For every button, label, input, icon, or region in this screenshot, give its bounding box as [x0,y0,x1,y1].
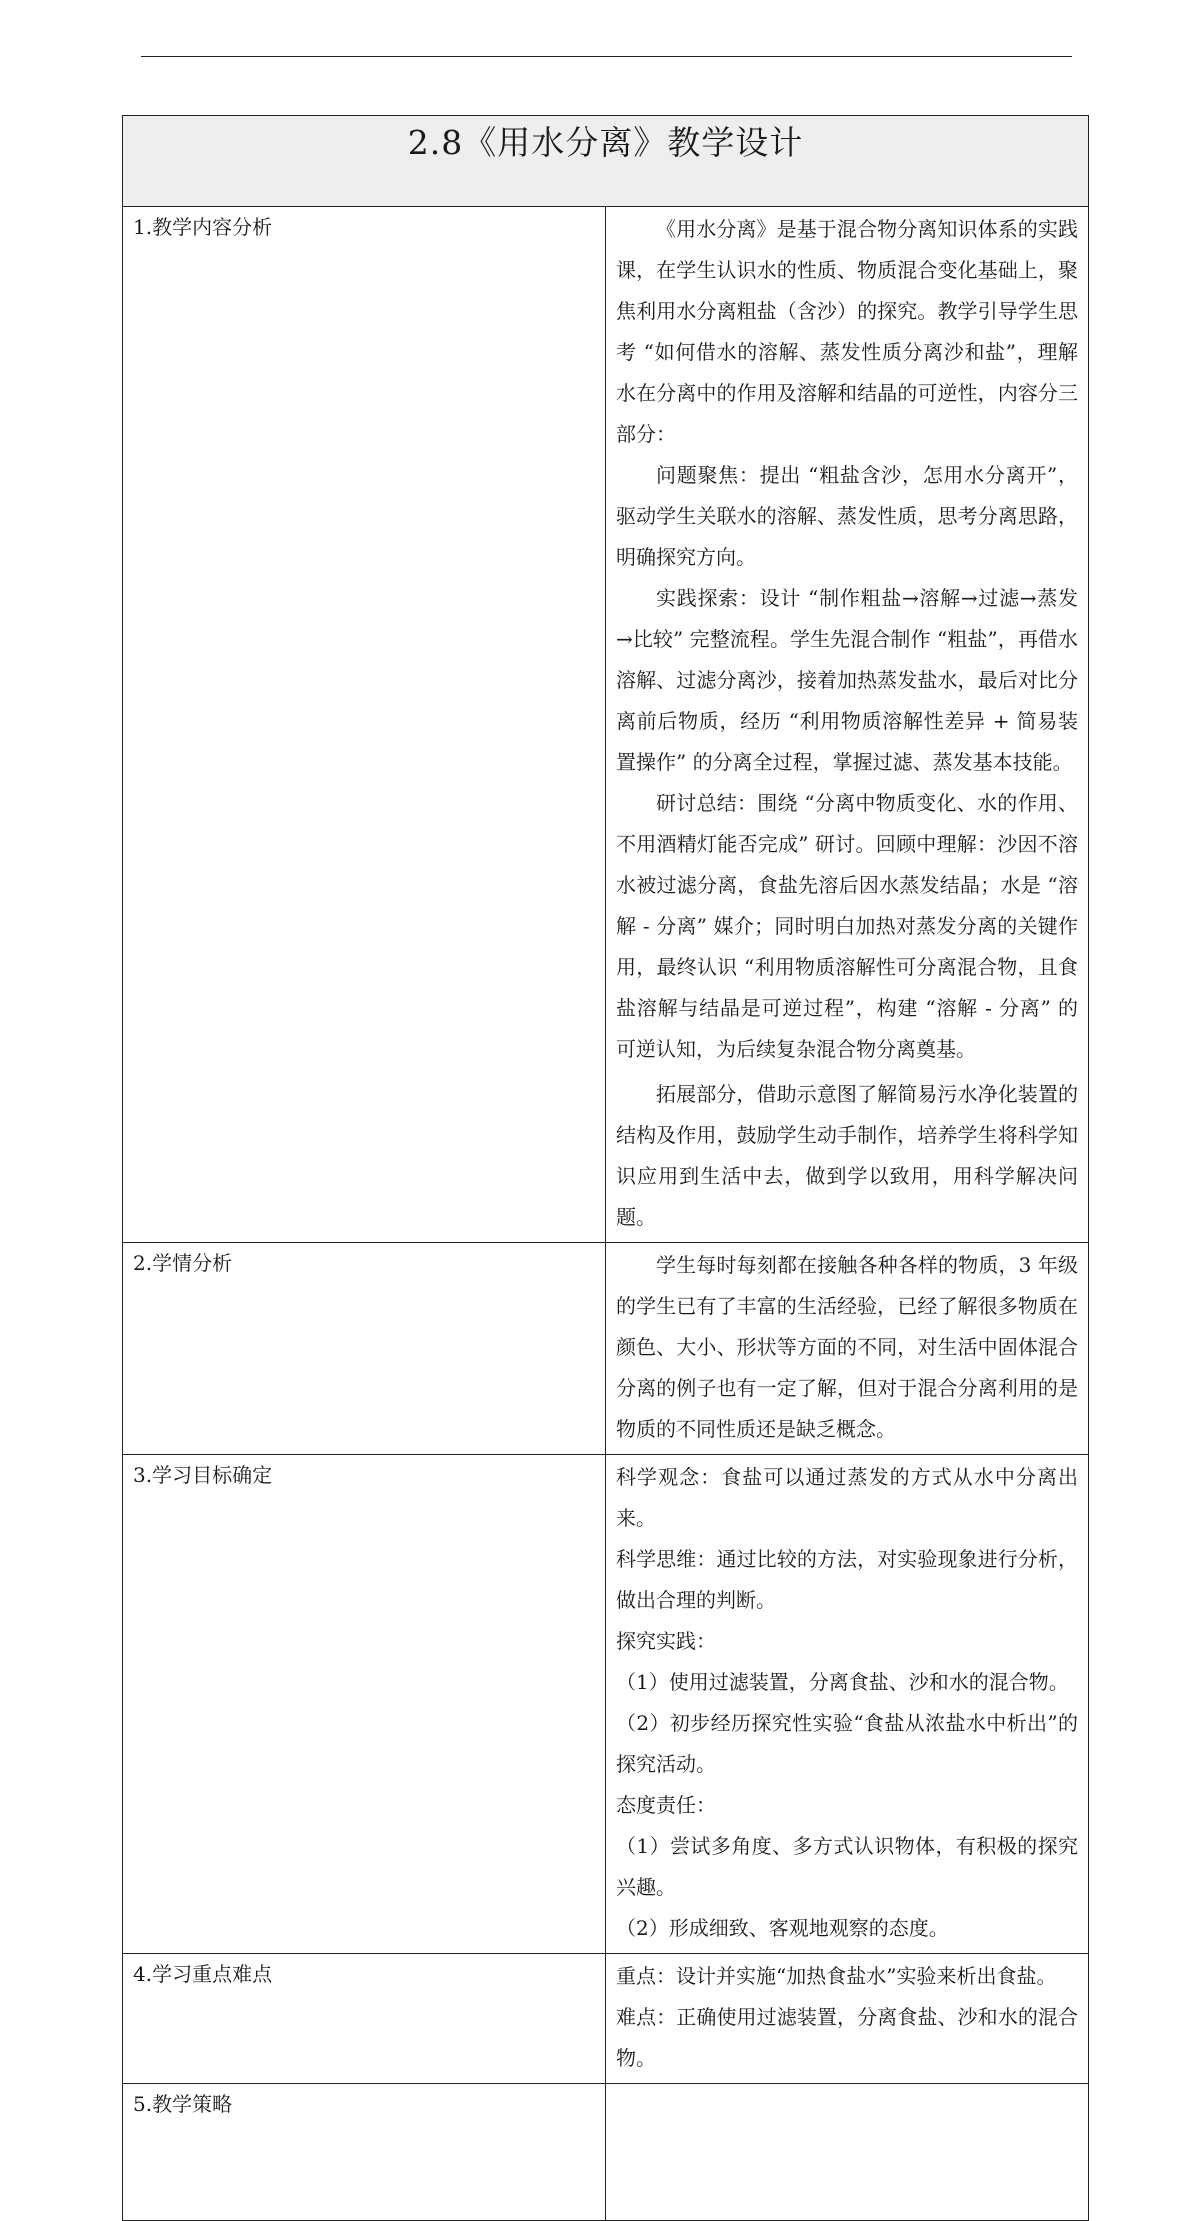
goal-line: （2）形成细致、客观地观察的态度。 [616,1916,949,1940]
row-label-teaching-strategy: 5.教学策略 [123,2084,606,2221]
header-rule [141,56,1072,57]
row-label-learner-analysis: 2.学情分析 [123,1243,606,1455]
content-analysis-cell [606,207,1089,1243]
content-paragraph: 拓展部分，借助示意图了解简易污水净化装置的结构及作用，鼓励学生动手制作，培养学生将科学知识应用到生活中去，做到学以致用，用科学解决问题。 [616,1082,1078,1229]
table-row [123,1455,1089,1954]
content-paragraph: 问题聚焦：提出 “粗盐含沙，怎用水分离开”，驱动学生关联水的溶解、蒸发性质，思考分离思路，明确探究方向。 [616,463,1078,569]
row-label-key-difficult-points: 4.学习重点难点 [123,1954,606,2084]
row-label-content-analysis: 1.教学内容分析 [123,207,606,1243]
table-row [123,2084,1089,2221]
goal-line: 态度责任： [616,1793,716,1817]
goal-line: 探究实践： [616,1629,716,1653]
difficult-point-line: 难点：正确使用过滤装置，分离食盐、沙和水的混合物。 [616,2005,1078,2070]
content-paragraph: 实践探索：设计 “制作粗盐→溶解→过滤→蒸发→比较” 完整流程。学生先混合制作 “粗盐”，再借水溶解、过滤分离沙，接着加热蒸发盐水，最后对比分离前后物质，经历 “利用物质溶解性差异 + 简易装置操作” 的分离全过程，掌握过滤、蒸发基本技能。 [616,586,1078,774]
key-points-cell [606,1954,1089,2084]
goal-line: （1）尝试多角度、多方式认识物体，有积极的探究兴趣。 [616,1834,1078,1899]
table-row [123,1243,1089,1455]
content-paragraph: 研讨总结：围绕 “分离中物质变化、水的作用、不用酒精灯能否完成” 研讨。回顾中理解：沙因不溶水被过滤分离，食盐先溶后因水蒸发结晶；水是 “溶解 - 分离” 媒介；同时明白加热对蒸发分离的关键作用，最终认识 “利用物质溶解性可分离混合物，且食盐溶解与结晶是可逆过程”，构建 “溶解 - 分离” 的可逆认知，为后续复杂混合物分离奠基。 [616,791,1078,1061]
table-row [123,1954,1089,2084]
learner-analysis-cell [606,1243,1089,1455]
learning-goals-cell [606,1455,1089,1954]
goal-line: 科学观念：食盐可以通过蒸发的方式从水中分离出来。 [616,1465,1078,1530]
content-paragraph: 《用水分离》是基于混合物分离知识体系的实践课，在学生认识水的性质、物质混合变化基础上，聚焦利用水分离粗盐（含沙）的探究。教学引导学生思考 “如何借水的溶解、蒸发性质分离沙和盐”，理解水在分离中的作用及溶解和结晶的可逆性，内容分三部分： [616,217,1078,446]
goal-line: （2）初步经历探究性实验“食盐从浓盐水中析出”的探究活动。 [616,1711,1078,1776]
teaching-strategy-cell [606,2084,1089,2221]
document-title: 2.8《用水分离》教学设计 [123,116,1089,207]
lesson-plan-table [122,115,1089,2221]
row-label-learning-goals: 3.学习目标确定 [123,1455,606,1954]
goal-line: （1）使用过滤装置，分离食盐、沙和水的混合物。 [616,1670,1069,1694]
goal-line: 科学思维：通过比较的方法，对实验现象进行分析，做出合理的判断。 [616,1547,1078,1612]
table-row [123,207,1089,1243]
title-row [123,116,1089,207]
key-point-line: 重点：设计并实施“加热食盐水”实验来析出食盐。 [616,1964,1057,1988]
content-paragraph: 学生每时每刻都在接触各种各样的物质，3 年级的学生已有了丰富的生活经验，已经了解很多物质在颜色、大小、形状等方面的不同，对生活中固体混合分离的例子也有一定了解，但对于混合分离利用的是物质的不同性质还是缺乏概念。 [616,1253,1078,1441]
